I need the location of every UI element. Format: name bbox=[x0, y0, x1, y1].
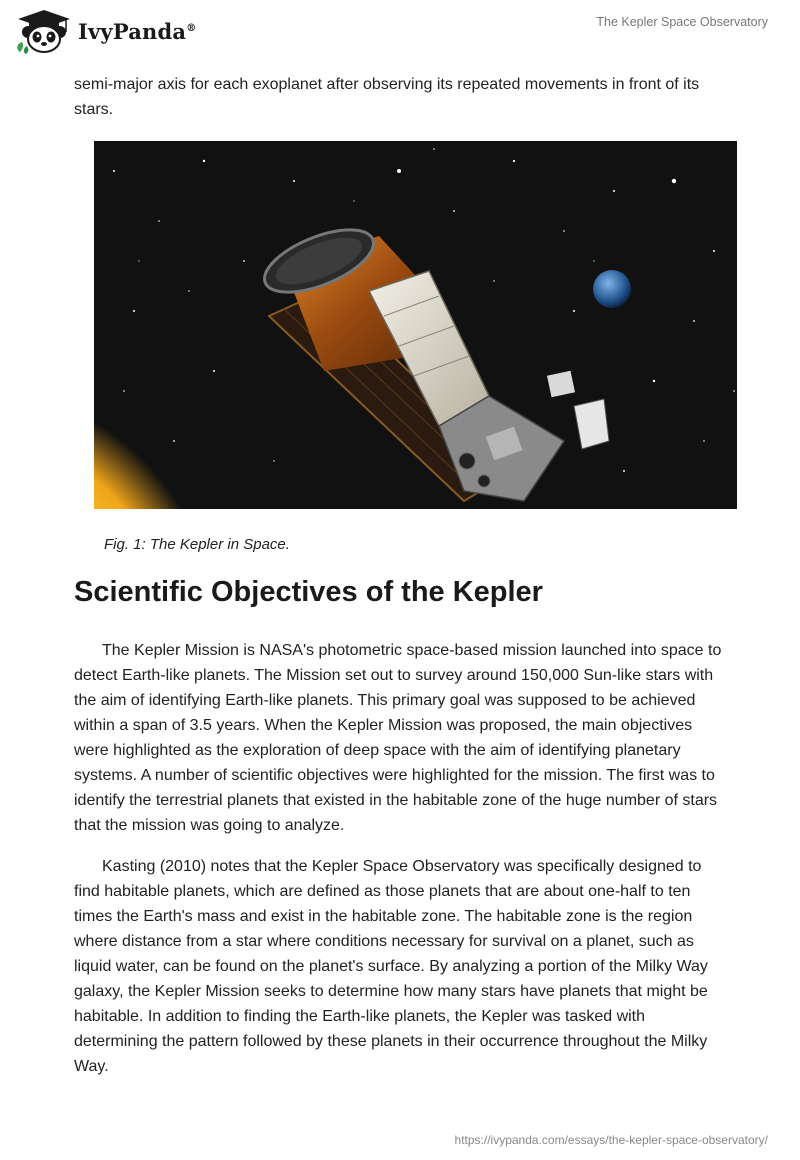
ivypanda-logo[interactable] bbox=[14, 8, 196, 54]
figure-caption: Fig. 1: The Kepler in Space. bbox=[104, 536, 290, 553]
brand-name: IvyPanda® bbox=[78, 18, 197, 44]
body-paragraph: The Kepler Mission is NASA's photometric space-based mission launched into space to detect Earth-like planets. The Mission set out to survey around 150,000 Sun-like stars with the aim of identifying Earth-like planets. This primary goal was supposed to be achieved within a span of 3.5 years. When the Kepler Mission was proposed, the main objectives were highlighted as the exploration of deep space with the aim of identifying planetary systems. A number of scientific objectives were highlighted for the mission. The first was to identify the terrestrial planets that existed in the habitable zone of the huge number of stars that the mission was going to analyze. bbox=[74, 642, 722, 834]
source-url[interactable]: https://ivypanda.com/essays/the-kepler-space-observatory/ bbox=[454, 1133, 768, 1147]
kepler-space-image bbox=[94, 141, 737, 509]
page-header bbox=[0, 0, 800, 70]
intro-paragraph: semi-major axis for each exoplanet after observing its repeated movements in front of its stars. bbox=[74, 76, 700, 118]
kepler-figure bbox=[94, 141, 737, 509]
section-heading: Scientific Objectives of the Kepler bbox=[74, 576, 543, 608]
document-title: The Kepler Space Observatory bbox=[596, 15, 768, 29]
panda-graduate-icon bbox=[14, 8, 74, 54]
body-paragraph: Kasting (2010) notes that the Kepler Space Observatory was specifically designed to find habitable planets, which are defined as those planets that are about one-half to ten times the Earth's mass and exist in the habitable zone. The habitable zone is the region where distance from a star where conditions necessary for survival on a planet, such as liquid water, can be found on the planet's surface. By analyzing a portion of the Milky Way galaxy, the Kepler Mission seeks to determine how many stars have planets that might be habitable. In addition to finding the Earth-like planets, the Kepler was tasked with determining the pattern followed by these planets in their occurrence throughout the Milky Way. bbox=[74, 858, 708, 1075]
